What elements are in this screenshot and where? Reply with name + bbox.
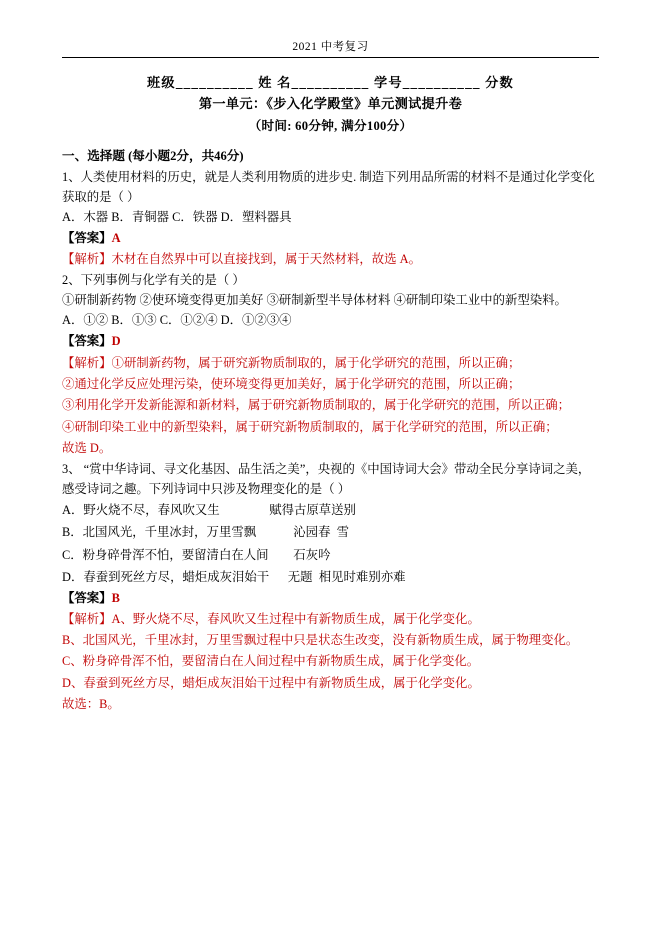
question-3-option-d: D．春蚕到死丝方尽，蜡炬成灰泪始干 无题 相见时难别亦难 (62, 569, 406, 584)
question-3-analysis-line-2: B、北国风光，千里冰封，万里雪飘过程中只是状态生改变，没有新物质生成，属于物理变化。 (62, 633, 579, 648)
answer-label: 【答案】 (62, 590, 112, 605)
document-body (62, 58, 599, 715)
question-3-stem: 3、 “赏中华诗词、寻文化基因、品生活之美”，央视的《中国诗词大会》带动全民分享诗词之美，感受诗词之趣。下列诗词中只涉及物理变化的是（ ） (62, 462, 591, 497)
question-2-stem: 2、下列事例与化学有关的是（ ） (62, 273, 245, 288)
answer-value: A (111, 230, 121, 245)
question-1-stem: 1、人类使用材料的历史，就是人类利用物质的进步史. 制造下列用品所需的材料不是通过化学变化获取的是（ ） (62, 169, 595, 204)
question-1-options: A．木器 B．青铜器 C．铁器 D．塑料器具 (62, 209, 292, 224)
page-title: 第一单元：《步入化学殿堂》单元测试提升卷 (198, 96, 463, 112)
question-3-option-b: B．北国风光，千里冰封，万里雪飘 沁园春 雪 (62, 525, 350, 540)
question-2-subitems: ①研制新药物 ②使环境变得更加美好 ③研制新型半导体材料 ④研制印染工业中的新型染料。 (62, 293, 567, 308)
question-2-analysis-line-1: 【解析】①研制新药物，属于研究新物质制取的，属于化学研究的范围，所以正确； (62, 355, 521, 370)
student-info-line: 班级__________ 姓 名__________ 学号__________ 分数 (147, 75, 514, 90)
question-3-option-a: A．野火烧不尽，春风吹又生 赋得古原草送别 (62, 503, 356, 518)
question-3-analysis-line-1: 【解析】A、野火烧不尽，春风吹又生过程中有新物质生成，属于化学变化。 (62, 611, 480, 626)
section-heading-choice: 一、选择题 (每小题2分，共46分) (62, 149, 244, 164)
question-2-analysis-line-3: ③利用化学开发新能源和新材料，属于研究新物质制取的，属于化学研究的范围，所以正确； (62, 398, 571, 413)
question-2-analysis-line-2: ②通过化学反应处理污染，使环境变得更加美好，属于化学研究的范围，所以正确； (62, 376, 521, 391)
spacer (62, 136, 599, 142)
answer-value: B (111, 590, 120, 605)
page-subtitle: （时间: 60分钟, 满分100分） (248, 118, 413, 133)
answer-value: D (111, 334, 121, 349)
question-3-analysis-line-3: C、粉身碎骨浑不怕，要留清白在人间过程中有新物质生成，属于化学变化。 (62, 654, 480, 669)
question-1-answer (62, 228, 599, 249)
answer-label: 【答案】 (62, 334, 112, 349)
question-3-answer (62, 588, 599, 609)
running-head: 2021 中考复习 (292, 41, 369, 53)
question-3-analysis-line-5: 故选：B。 (62, 697, 120, 712)
question-2-answer (62, 331, 599, 352)
answer-label: 【答案】 (62, 230, 112, 245)
question-1-analysis-line-1: 【解析】木材在自然界中可以直接找到，属于天然材料，故选 A。 (62, 251, 421, 266)
question-2-options: A．①② B．①③ C．①②④ D．①②③④ (62, 313, 292, 328)
question-2-analysis-line-4: ④研制印染工业中的新型染料，属于研究新物质制取的，属于化学研究的范围，所以正确； (62, 419, 558, 434)
question-3-analysis-line-4: D、春蚕到死丝方尽，蜡炬成灰泪始干过程中有新物质生成，属于化学变化。 (62, 675, 480, 690)
question-2-analysis-line-5: 故选 D。 (62, 440, 112, 455)
question-3-option-c: C．粉身碎骨浑不怕，要留清白在人间 石灰吟 (62, 547, 331, 562)
